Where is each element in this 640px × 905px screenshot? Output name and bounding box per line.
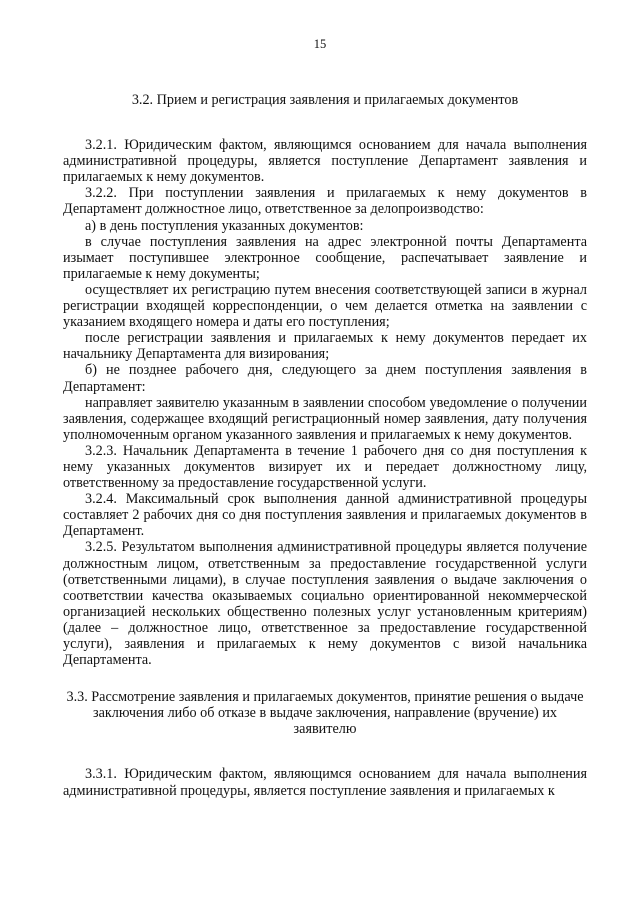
paragraph-3-2-2-a: а) в день поступления указанных документов: bbox=[85, 217, 364, 234]
paragraph-3-3-1: 3.3.1. Юридическим фактом, являющимся основанием для начала выполнения административной процедуры, является поступление заявления и прилагаемых к bbox=[63, 766, 587, 799]
paragraph-3-2-4: 3.2.4. Максимальный срок выполнения данной административной процедуры составляет 2 рабочих дня со дня поступления заявления и прилагаемых документов в Департамент. bbox=[63, 491, 587, 540]
page-number: 15 bbox=[313, 37, 327, 51]
document-body bbox=[63, 92, 587, 799]
paragraph-3-2-2-b: б) не позднее рабочего дня, следующего за днем поступления заявления в Департамент: bbox=[63, 362, 587, 395]
paragraph-email-receipt: в случае поступления заявления на адрес электронной почты Департамента изымает поступившее электронное сообщение, распечатывает заявление и прилагаемые к нему документы; bbox=[63, 233, 587, 282]
section-heading-3-2: 3.2. Прием и регистрация заявления и прилагаемых документов bbox=[131, 92, 519, 108]
paragraph-3-2-1: 3.2.1. Юридическим фактом, являющимся основанием для начала выполнения административной процедуры, является поступление Департамент заявления и прилагаемых к нему документов. bbox=[63, 137, 587, 186]
paragraph-3-2-5: 3.2.5. Результатом выполнения административной процедуры является получение должностным лицом, ответственным за предоставление государственной услуги (ответственными лицами), в случае поступления заявления о выдаче заключения о соответствии качества оказываемых социально ориентированной некоммерческой организацией нескольких общественно полезных услуг установленным критериям) (далее – должностное лицо, ответственное за предоставление государственной услуги), заявления и прилагаемых к нему документов с визой начальника Департамента. bbox=[63, 539, 587, 669]
section-heading-3-3: 3.3. Рассмотрение заявления и прилагаемых документов, принятие решения о выдаче заключения либо об отказе в выдаче заключения, направление (вручение) их заявителю bbox=[66, 689, 584, 738]
paragraph-3-2-2: 3.2.2. При поступлении заявления и прилагаемых к нему документов в Департамент должностное лицо, ответственное за делопроизводство: bbox=[63, 185, 587, 218]
paragraph-registration: осуществляет их регистрацию путем внесения соответствующей записи в журнал регистрации входящей корреспонденции, о чем делается отметка на заявлении с указанием входящего номера и даты его поступления; bbox=[63, 281, 587, 331]
paragraph-transfer-to-head: после регистрации заявления и прилагаемых к нему документов передает их начальнику Департамента для визирования; bbox=[63, 330, 587, 363]
paragraph-notification: направляет заявителю указанным в заявлении способом уведомление о получении заявления, содержащее входящий регистрационный номер заявления, дату получения уполномоченным органом указанного заявления и прилагаемых к нему документов. bbox=[63, 394, 587, 443]
paragraph-3-2-3: 3.2.3. Начальник Департамента в течение 1 рабочего дня со дня поступления к нему указанных документов визирует их и передает должностному лицу, ответственному за предоставление государственной услуги. bbox=[63, 442, 587, 492]
